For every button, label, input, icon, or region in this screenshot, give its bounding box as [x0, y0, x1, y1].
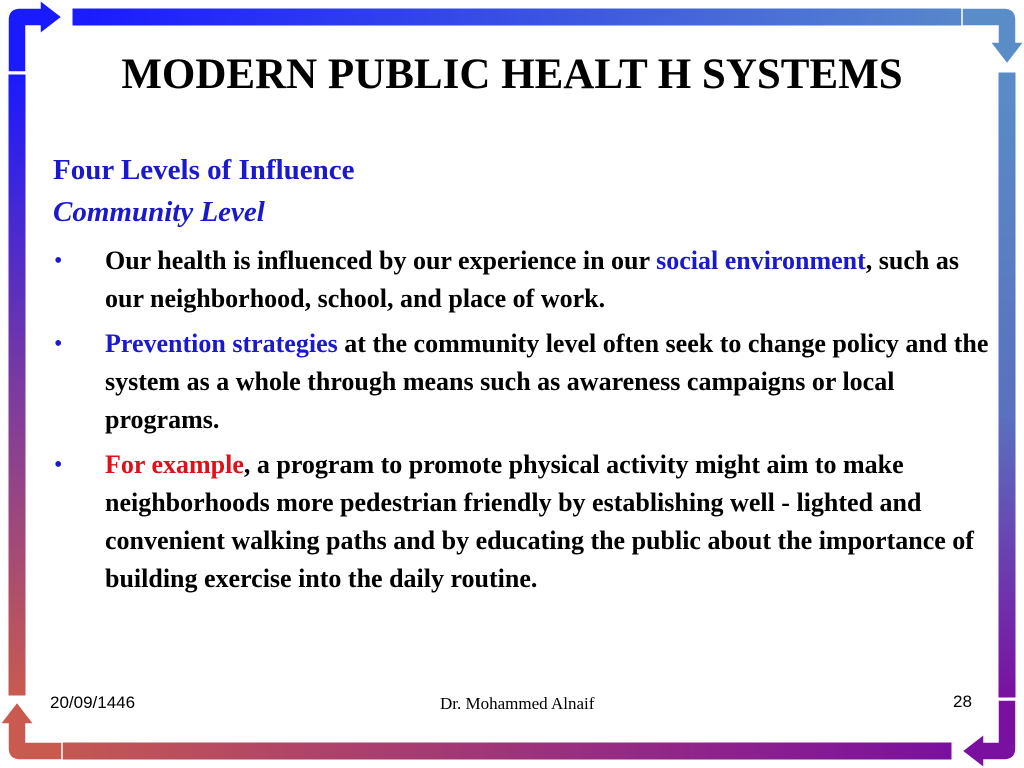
- frame-left-bar: [8, 74, 26, 696]
- bullet-icon: •: [54, 452, 63, 478]
- slide-number: 28: [953, 692, 972, 711]
- bullet-icon: •: [54, 248, 63, 274]
- bullet-highlight: social environment: [656, 246, 866, 275]
- section-heading: Four Levels of Influence: [53, 154, 355, 186]
- frame-bottom-bar: [26, 742, 952, 760]
- footer-author: Dr. Mohammed Alnaif: [440, 694, 595, 713]
- bullet-item: [52, 242, 992, 318]
- slide-title: MODERN PUBLIC HEALT H SYSTEMS: [121, 51, 903, 98]
- bullet-icon: •: [54, 331, 63, 357]
- bullet-text: , such as our neighborhood, school, and place of work.: [105, 246, 959, 313]
- frame-right-bar: [998, 72, 1016, 698]
- bullet-text: Our health is influenced by our experience in our: [105, 246, 657, 275]
- bullet-text: , a program to promote physical activity might aim to make neighborhoods more pedestrian friendly by establishing well - lighted and convenient walking paths and by educating the public about the importance of building exercise into the daily routine.: [105, 450, 974, 593]
- footer-date: 20/09/1446: [50, 693, 136, 712]
- bullet-item: [52, 325, 992, 439]
- bullet-list: [52, 242, 992, 605]
- bullet-text: at the community level often seek to change policy and the system as a whole through means such as awareness campaigns or local programs.: [105, 329, 989, 434]
- frame-top-bar: [72, 8, 1002, 26]
- section-subheading: Community Level: [53, 196, 265, 228]
- bullet-highlight: Prevention strategies: [105, 329, 338, 358]
- bullet-highlight: For example: [105, 450, 244, 479]
- bullet-item: [52, 446, 992, 598]
